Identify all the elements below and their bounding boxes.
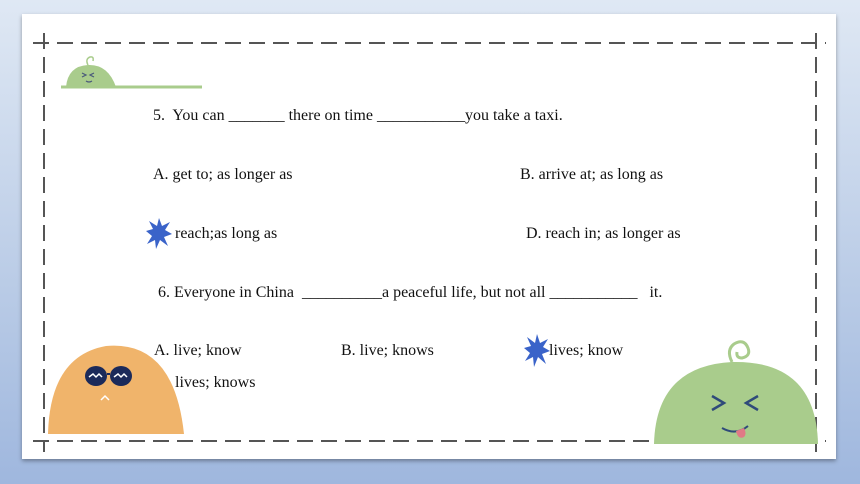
q5-option-d: D. reach in; as longer as [526, 225, 681, 242]
green-blob-icon [58, 54, 206, 94]
q6-option-c: lives; know [549, 342, 624, 359]
splat-icon [146, 218, 172, 250]
green-blob-icon [650, 328, 822, 446]
q6-option-a: A. live; know [154, 342, 242, 359]
splat-icon [524, 334, 550, 368]
q5-option-a: A. get to; as longer as [153, 166, 293, 183]
question-6-stem: 6. Everyone in China __________a peaceful life, but not all ___________ it. [158, 284, 663, 301]
q5-option-b: B. arrive at; as long as [520, 166, 664, 183]
question-5-stem: 5. You can _______ there on time ___________you take a taxi. [153, 107, 563, 124]
q6-option-b: B. live; knows [341, 342, 434, 359]
q6-option-d: lives; knows [175, 374, 256, 391]
orange-blob-icon [46, 336, 188, 436]
q5-option-c: reach;as long as [175, 225, 278, 242]
